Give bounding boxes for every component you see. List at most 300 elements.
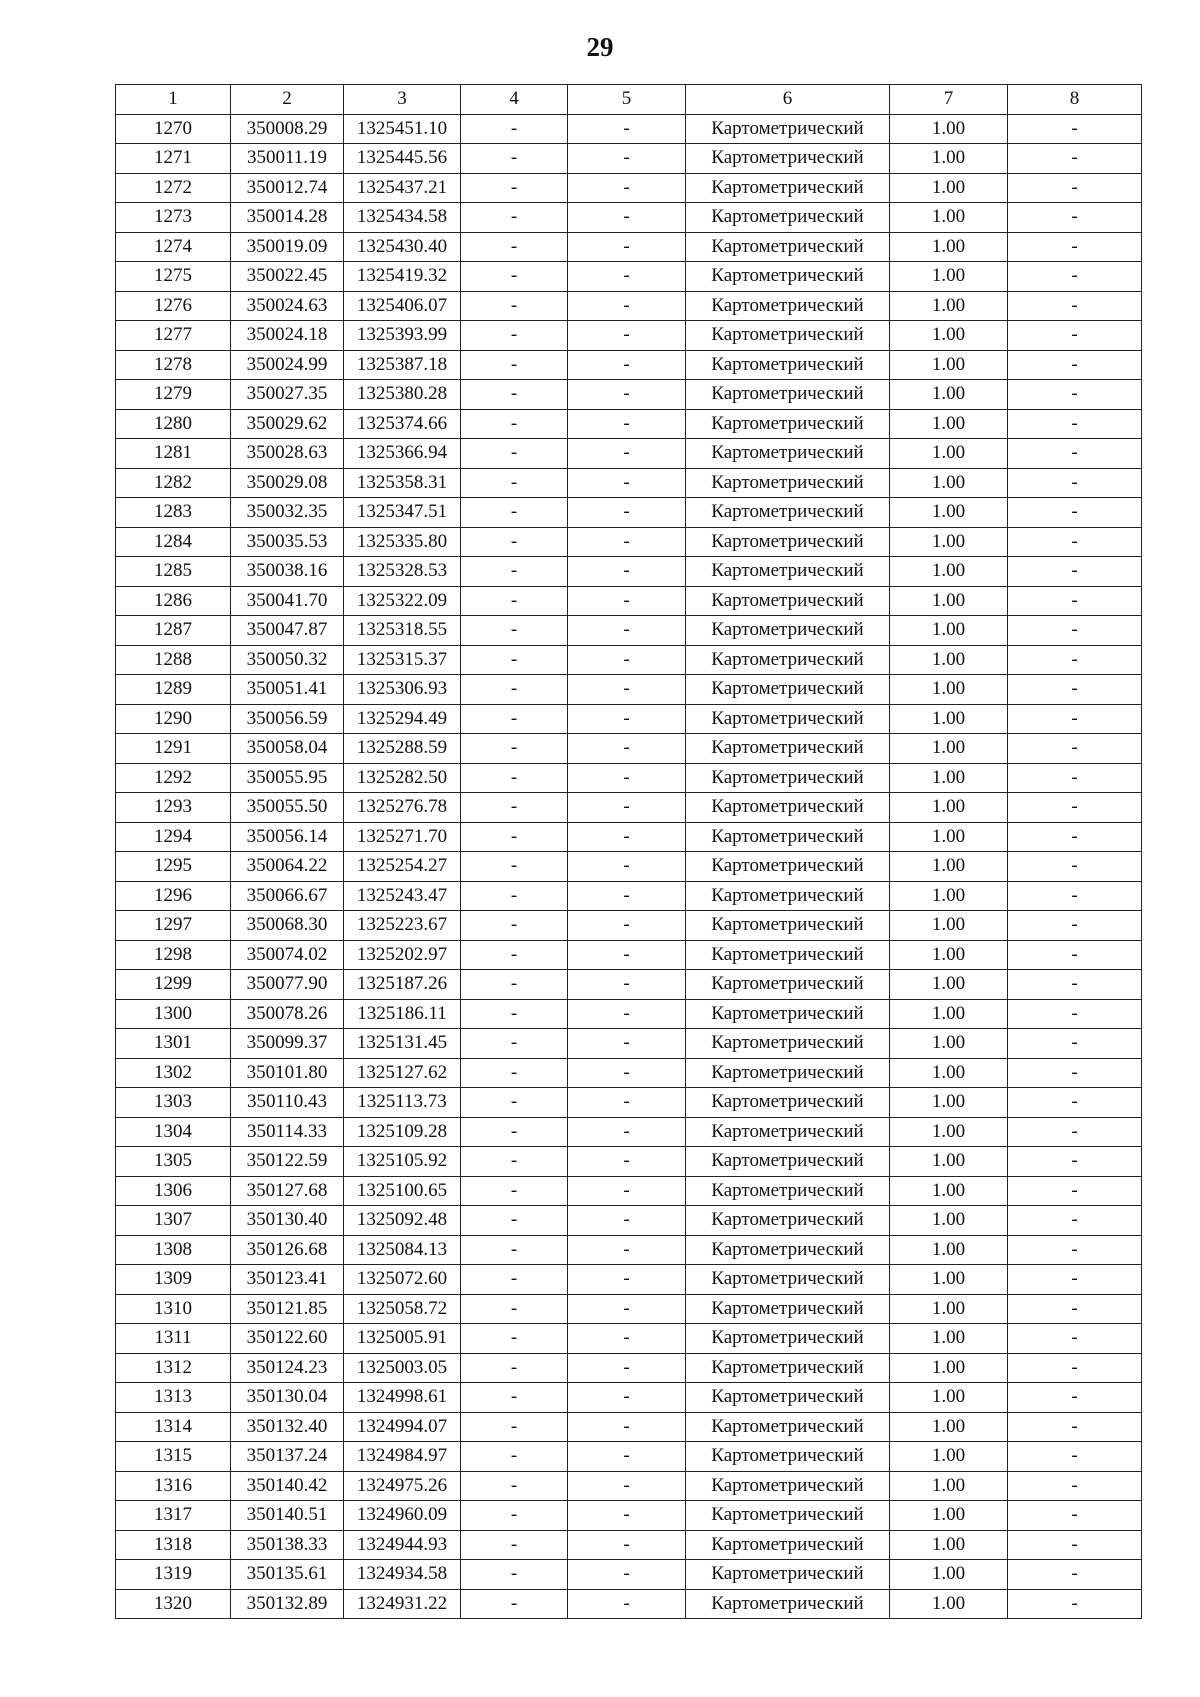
col5-cell: - [568,262,686,292]
table-row [116,1560,1142,1590]
col8-cell: - [1008,1117,1142,1147]
x-coordinate-cell: 350137.24 [231,1442,344,1472]
y-coordinate-cell: 1325084.13 [344,1235,461,1265]
table-row [116,881,1142,911]
col5-cell: - [568,1029,686,1059]
col5-cell: - [568,1412,686,1442]
point-number-cell: 1313 [116,1383,231,1413]
col5-cell: - [568,1501,686,1531]
method-cell: Картометрический [686,1206,890,1236]
method-cell: Картометрический [686,763,890,793]
method-cell: Картометрический [686,1383,890,1413]
col4-cell: - [461,1117,568,1147]
table-row [116,999,1142,1029]
y-coordinate-cell: 1324994.07 [344,1412,461,1442]
col8-cell: - [1008,1235,1142,1265]
table-row [116,439,1142,469]
accuracy-cell: 1.00 [890,1501,1008,1531]
y-coordinate-cell: 1325366.94 [344,439,461,469]
accuracy-cell: 1.00 [890,1442,1008,1472]
table-row [116,793,1142,823]
y-coordinate-cell: 1325254.27 [344,852,461,882]
col4-cell: - [461,1147,568,1177]
point-number-cell: 1293 [116,793,231,823]
point-number-cell: 1279 [116,380,231,410]
x-coordinate-cell: 350110.43 [231,1088,344,1118]
col8-cell: - [1008,203,1142,233]
x-coordinate-cell: 350008.29 [231,114,344,144]
point-number-cell: 1317 [116,1501,231,1531]
col4-cell: - [461,1176,568,1206]
point-number-cell: 1319 [116,1560,231,1590]
method-cell: Картометрический [686,439,890,469]
accuracy-cell: 1.00 [890,881,1008,911]
accuracy-cell: 1.00 [890,1147,1008,1177]
point-number-cell: 1314 [116,1412,231,1442]
col5-cell: - [568,1147,686,1177]
col4-cell: - [461,1265,568,1295]
col4-cell: - [461,321,568,351]
method-cell: Картометрический [686,291,890,321]
point-number-cell: 1297 [116,911,231,941]
table-row [116,852,1142,882]
col5-cell: - [568,704,686,734]
x-coordinate-cell: 350122.59 [231,1147,344,1177]
y-coordinate-cell: 1325387.18 [344,350,461,380]
point-number-cell: 1288 [116,645,231,675]
method-cell: Картометрический [686,1176,890,1206]
point-number-cell: 1304 [116,1117,231,1147]
x-coordinate-cell: 350130.40 [231,1206,344,1236]
col4-cell: - [461,1471,568,1501]
y-coordinate-cell: 1324975.26 [344,1471,461,1501]
table-row [116,1235,1142,1265]
accuracy-cell: 1.00 [890,1530,1008,1560]
column-header: 6 [686,85,890,115]
method-cell: Картометрический [686,498,890,528]
table-row [116,645,1142,675]
col5-cell: - [568,409,686,439]
point-number-cell: 1274 [116,232,231,262]
method-cell: Картометрический [686,1442,890,1472]
method-cell: Картометрический [686,822,890,852]
accuracy-cell: 1.00 [890,439,1008,469]
table-row [116,144,1142,174]
accuracy-cell: 1.00 [890,380,1008,410]
col8-cell: - [1008,439,1142,469]
accuracy-cell: 1.00 [890,1176,1008,1206]
col5-cell: - [568,940,686,970]
col5-cell: - [568,1442,686,1472]
col4-cell: - [461,232,568,262]
table-row [116,734,1142,764]
accuracy-cell: 1.00 [890,1117,1008,1147]
method-cell: Картометрический [686,527,890,557]
col5-cell: - [568,616,686,646]
x-coordinate-cell: 350101.80 [231,1058,344,1088]
x-coordinate-cell: 350127.68 [231,1176,344,1206]
col8-cell: - [1008,822,1142,852]
x-coordinate-cell: 350068.30 [231,911,344,941]
accuracy-cell: 1.00 [890,645,1008,675]
y-coordinate-cell: 1325358.31 [344,468,461,498]
method-cell: Картометрический [686,911,890,941]
method-cell: Картометрический [686,704,890,734]
x-coordinate-cell: 350077.90 [231,970,344,1000]
y-coordinate-cell: 1325406.07 [344,291,461,321]
table-row [116,173,1142,203]
accuracy-cell: 1.00 [890,911,1008,941]
point-number-cell: 1318 [116,1530,231,1560]
accuracy-cell: 1.00 [890,1294,1008,1324]
point-number-cell: 1278 [116,350,231,380]
col4-cell: - [461,468,568,498]
x-coordinate-cell: 350078.26 [231,999,344,1029]
table-row [116,1147,1142,1177]
y-coordinate-cell: 1325092.48 [344,1206,461,1236]
y-coordinate-cell: 1325322.09 [344,586,461,616]
table-row [116,291,1142,321]
y-coordinate-cell: 1325127.62 [344,1058,461,1088]
col4-cell: - [461,822,568,852]
table-row [116,498,1142,528]
col8-cell: - [1008,1560,1142,1590]
point-number-cell: 1273 [116,203,231,233]
table-row [116,763,1142,793]
table-row [116,1265,1142,1295]
y-coordinate-cell: 1325072.60 [344,1265,461,1295]
col4-cell: - [461,1589,568,1619]
col4-cell: - [461,291,568,321]
col4-cell: - [461,1560,568,1590]
col4-cell: - [461,350,568,380]
col8-cell: - [1008,675,1142,705]
point-number-cell: 1292 [116,763,231,793]
col4-cell: - [461,409,568,439]
col5-cell: - [568,232,686,262]
col5-cell: - [568,321,686,351]
col4-cell: - [461,1412,568,1442]
accuracy-cell: 1.00 [890,350,1008,380]
point-number-cell: 1302 [116,1058,231,1088]
table-body [116,114,1142,1619]
col5-cell: - [568,1088,686,1118]
x-coordinate-cell: 350099.37 [231,1029,344,1059]
method-cell: Картометрический [686,203,890,233]
col5-cell: - [568,1383,686,1413]
y-coordinate-cell: 1324960.09 [344,1501,461,1531]
y-coordinate-cell: 1325276.78 [344,793,461,823]
y-coordinate-cell: 1325187.26 [344,970,461,1000]
point-number-cell: 1320 [116,1589,231,1619]
point-number-cell: 1277 [116,321,231,351]
y-coordinate-cell: 1325434.58 [344,203,461,233]
point-number-cell: 1283 [116,498,231,528]
method-cell: Картометрический [686,262,890,292]
x-coordinate-cell: 350041.70 [231,586,344,616]
method-cell: Картометрический [686,468,890,498]
col8-cell: - [1008,114,1142,144]
col4-cell: - [461,881,568,911]
col4-cell: - [461,498,568,528]
col5-cell: - [568,793,686,823]
col8-cell: - [1008,1501,1142,1531]
col5-cell: - [568,1530,686,1560]
method-cell: Картометрический [686,1589,890,1619]
method-cell: Картометрический [686,970,890,1000]
x-coordinate-cell: 350074.02 [231,940,344,970]
accuracy-cell: 1.00 [890,1235,1008,1265]
y-coordinate-cell: 1325109.28 [344,1117,461,1147]
x-coordinate-cell: 350051.41 [231,675,344,705]
accuracy-cell: 1.00 [890,704,1008,734]
col8-cell: - [1008,557,1142,587]
point-number-cell: 1303 [116,1088,231,1118]
y-coordinate-cell: 1324931.22 [344,1589,461,1619]
point-number-cell: 1307 [116,1206,231,1236]
table-row [116,1471,1142,1501]
point-number-cell: 1275 [116,262,231,292]
col5-cell: - [568,1265,686,1295]
y-coordinate-cell: 1325445.56 [344,144,461,174]
point-number-cell: 1286 [116,586,231,616]
col5-cell: - [568,1324,686,1354]
col5-cell: - [568,144,686,174]
col4-cell: - [461,144,568,174]
y-coordinate-cell: 1325451.10 [344,114,461,144]
col5-cell: - [568,173,686,203]
col4-cell: - [461,114,568,144]
col8-cell: - [1008,970,1142,1000]
point-number-cell: 1281 [116,439,231,469]
col5-cell: - [568,1176,686,1206]
table-row [116,321,1142,351]
col5-cell: - [568,439,686,469]
y-coordinate-cell: 1325288.59 [344,734,461,764]
col4-cell: - [461,1442,568,1472]
col5-cell: - [568,911,686,941]
table-row [116,1383,1142,1413]
col5-cell: - [568,557,686,587]
accuracy-cell: 1.00 [890,291,1008,321]
col8-cell: - [1008,1353,1142,1383]
method-cell: Картометрический [686,1412,890,1442]
accuracy-cell: 1.00 [890,793,1008,823]
method-cell: Картометрический [686,1235,890,1265]
x-coordinate-cell: 350022.45 [231,262,344,292]
x-coordinate-cell: 350029.62 [231,409,344,439]
col5-cell: - [568,1235,686,1265]
col8-cell: - [1008,999,1142,1029]
col4-cell: - [461,940,568,970]
accuracy-cell: 1.00 [890,114,1008,144]
col8-cell: - [1008,734,1142,764]
table-row [116,1206,1142,1236]
col5-cell: - [568,1117,686,1147]
accuracy-cell: 1.00 [890,203,1008,233]
method-cell: Картометрический [686,114,890,144]
column-header: 4 [461,85,568,115]
accuracy-cell: 1.00 [890,999,1008,1029]
col4-cell: - [461,852,568,882]
accuracy-cell: 1.00 [890,1265,1008,1295]
y-coordinate-cell: 1324934.58 [344,1560,461,1590]
table-row [116,203,1142,233]
x-coordinate-cell: 350124.23 [231,1353,344,1383]
y-coordinate-cell: 1325430.40 [344,232,461,262]
accuracy-cell: 1.00 [890,1088,1008,1118]
x-coordinate-cell: 350024.99 [231,350,344,380]
point-number-cell: 1282 [116,468,231,498]
col8-cell: - [1008,645,1142,675]
col8-cell: - [1008,232,1142,262]
x-coordinate-cell: 350138.33 [231,1530,344,1560]
col4-cell: - [461,586,568,616]
col8-cell: - [1008,1442,1142,1472]
method-cell: Картометрический [686,1058,890,1088]
table-row [116,1029,1142,1059]
method-cell: Картометрический [686,350,890,380]
col4-cell: - [461,763,568,793]
col4-cell: - [461,1235,568,1265]
col8-cell: - [1008,1589,1142,1619]
col5-cell: - [568,734,686,764]
col4-cell: - [461,1324,568,1354]
y-coordinate-cell: 1325294.49 [344,704,461,734]
x-coordinate-cell: 350027.35 [231,380,344,410]
col5-cell: - [568,852,686,882]
col4-cell: - [461,173,568,203]
table-row [116,940,1142,970]
table-row [116,114,1142,144]
col5-cell: - [568,350,686,380]
y-coordinate-cell: 1324944.93 [344,1530,461,1560]
method-cell: Картометрический [686,409,890,439]
y-coordinate-cell: 1325419.32 [344,262,461,292]
col8-cell: - [1008,1029,1142,1059]
accuracy-cell: 1.00 [890,144,1008,174]
point-number-cell: 1300 [116,999,231,1029]
table-row [116,911,1142,941]
col5-cell: - [568,1589,686,1619]
col8-cell: - [1008,527,1142,557]
y-coordinate-cell: 1324998.61 [344,1383,461,1413]
y-coordinate-cell: 1325003.05 [344,1353,461,1383]
col4-cell: - [461,675,568,705]
x-coordinate-cell: 350047.87 [231,616,344,646]
col4-cell: - [461,557,568,587]
point-number-cell: 1270 [116,114,231,144]
x-coordinate-cell: 350123.41 [231,1265,344,1295]
method-cell: Картометрический [686,999,890,1029]
y-coordinate-cell: 1325271.70 [344,822,461,852]
col8-cell: - [1008,852,1142,882]
accuracy-cell: 1.00 [890,940,1008,970]
x-coordinate-cell: 350038.16 [231,557,344,587]
y-coordinate-cell: 1325328.53 [344,557,461,587]
col8-cell: - [1008,1294,1142,1324]
point-number-cell: 1310 [116,1294,231,1324]
method-cell: Картометрический [686,144,890,174]
col8-cell: - [1008,881,1142,911]
table-row [116,1117,1142,1147]
col8-cell: - [1008,1530,1142,1560]
col4-cell: - [461,1383,568,1413]
accuracy-cell: 1.00 [890,1353,1008,1383]
col8-cell: - [1008,1058,1142,1088]
col4-cell: - [461,1353,568,1383]
point-number-cell: 1272 [116,173,231,203]
method-cell: Картометрический [686,1353,890,1383]
col5-cell: - [568,203,686,233]
accuracy-cell: 1.00 [890,262,1008,292]
table-row [116,527,1142,557]
method-cell: Картометрический [686,881,890,911]
col8-cell: - [1008,262,1142,292]
method-cell: Картометрический [686,616,890,646]
method-cell: Картометрический [686,321,890,351]
x-coordinate-cell: 350028.63 [231,439,344,469]
col4-cell: - [461,999,568,1029]
point-number-cell: 1306 [116,1176,231,1206]
col4-cell: - [461,793,568,823]
col4-cell: - [461,645,568,675]
x-coordinate-cell: 350122.60 [231,1324,344,1354]
y-coordinate-cell: 1325380.28 [344,380,461,410]
column-header: 5 [568,85,686,115]
col4-cell: - [461,262,568,292]
accuracy-cell: 1.00 [890,616,1008,646]
point-number-cell: 1305 [116,1147,231,1177]
col5-cell: - [568,468,686,498]
point-number-cell: 1271 [116,144,231,174]
col8-cell: - [1008,586,1142,616]
point-number-cell: 1280 [116,409,231,439]
col5-cell: - [568,498,686,528]
table-row [116,557,1142,587]
y-coordinate-cell: 1325131.45 [344,1029,461,1059]
table-row [116,616,1142,646]
col5-cell: - [568,970,686,1000]
method-cell: Картометрический [686,940,890,970]
x-coordinate-cell: 350024.18 [231,321,344,351]
x-coordinate-cell: 350035.53 [231,527,344,557]
x-coordinate-cell: 350019.09 [231,232,344,262]
col8-cell: - [1008,763,1142,793]
col8-cell: - [1008,1265,1142,1295]
col5-cell: - [568,822,686,852]
col4-cell: - [461,1206,568,1236]
column-header: 8 [1008,85,1142,115]
y-coordinate-cell: 1325335.80 [344,527,461,557]
method-cell: Картометрический [686,586,890,616]
method-cell: Картометрический [686,1088,890,1118]
accuracy-cell: 1.00 [890,763,1008,793]
col8-cell: - [1008,350,1142,380]
accuracy-cell: 1.00 [890,173,1008,203]
y-coordinate-cell: 1325374.66 [344,409,461,439]
method-cell: Картометрический [686,1147,890,1177]
col4-cell: - [461,1294,568,1324]
accuracy-cell: 1.00 [890,527,1008,557]
accuracy-cell: 1.00 [890,321,1008,351]
x-coordinate-cell: 350135.61 [231,1560,344,1590]
method-cell: Картометрический [686,1265,890,1295]
y-coordinate-cell: 1325202.97 [344,940,461,970]
table-row [116,1589,1142,1619]
method-cell: Картометрический [686,793,890,823]
x-coordinate-cell: 350114.33 [231,1117,344,1147]
